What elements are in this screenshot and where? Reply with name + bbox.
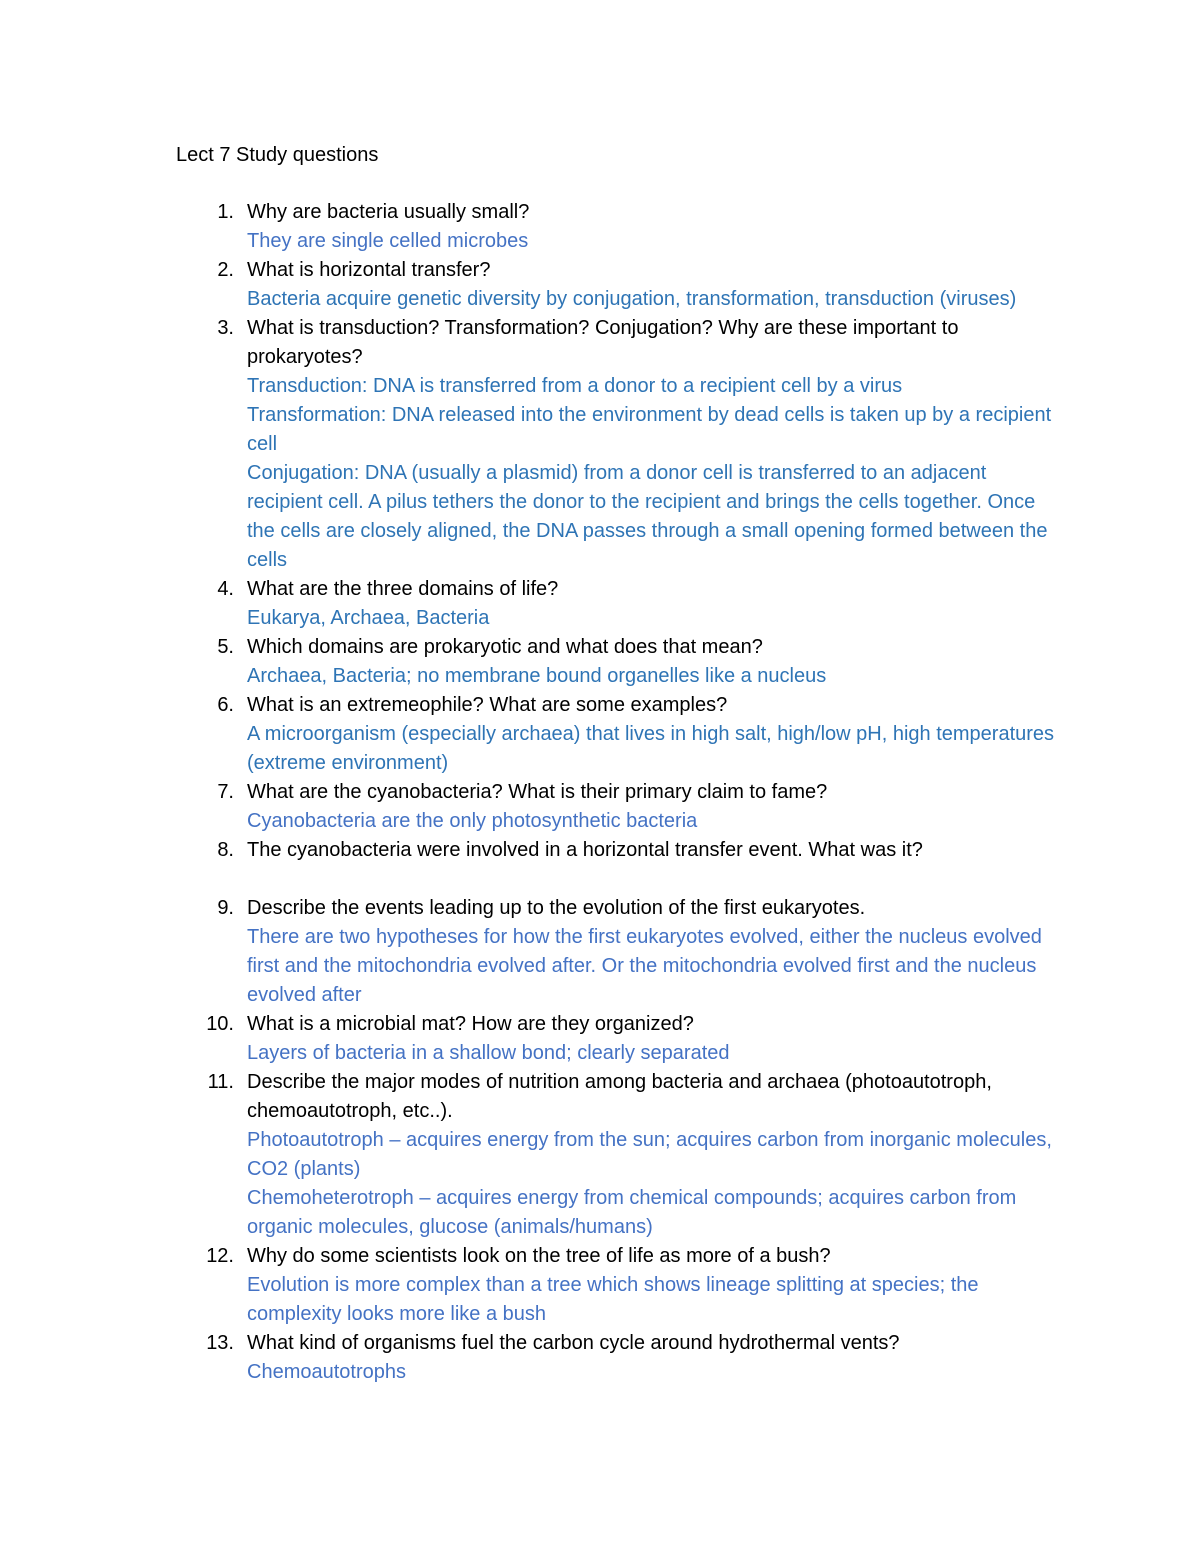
answer-text: Transduction: DNA is transferred from a donor to a recipient cell by a virus [247,375,903,397]
question-item [176,256,1056,314]
answer-text: There are two hypotheses for how the first eukaryotes evolved, either the nucleus evolved first and the mitochondria evolved after. Or the mitochondria evolved first and the nucleus evolved after [247,926,1042,1006]
question-item [176,836,1056,894]
answer-text: Chemoautotrophs [247,1361,406,1383]
question-number: 7. [217,781,234,803]
question-item [176,198,1056,256]
question-number: 6. [217,694,234,716]
question-item [176,1010,1056,1068]
question-text: What is an extremeophile? What are some examples? [247,694,728,716]
question-item [176,1068,1056,1242]
question-text: What is horizontal transfer? [247,259,491,281]
document-title: Lect 7 Study questions [176,144,379,166]
question-item [176,894,1056,1010]
answer-text: Cyanobacteria are the only photosynthetic bacteria [247,810,698,832]
blank-line [247,865,1056,894]
question-number: 9. [217,897,234,919]
question-text: What kind of organisms fuel the carbon cycle around hydrothermal vents? [247,1332,900,1354]
question-item [176,633,1056,691]
question-text: Describe the events leading up to the evolution of the first eukaryotes. [247,897,866,919]
question-number: 4. [217,578,234,600]
question-text: Why are bacteria usually small? [247,201,530,223]
answer-text: Conjugation: DNA (usually a plasmid) from a donor cell is transferred to an adjacent recipient cell. A pilus tethers the donor to the recipient and brings the cells together. Once the cells are closely aligned, the DNA passes through a small opening formed between the cells [247,462,1048,571]
question-text: What are the three domains of life? [247,578,559,600]
question-number: 11. [207,1071,234,1093]
answer-text: Chemoheterotroph – acquires energy from chemical compounds; acquires carbon from organic molecules, glucose (animals/humans) [247,1187,1017,1238]
question-text: What is transduction? Transformation? Conjugation? Why are these important to prokaryotes? [247,317,959,368]
question-list [176,198,1056,1387]
question-text: Describe the major modes of nutrition among bacteria and archaea (photoautotroph, chemoautotroph, etc..). [247,1071,992,1122]
answer-text: Photoautotroph – acquires energy from the sun; acquires carbon from inorganic molecules, CO2 (plants) [247,1129,1052,1180]
question-number: 8. [217,839,234,861]
answer-text: A microorganism (especially archaea) that lives in high salt, high/low pH, high temperatures (extreme environment) [247,723,1055,774]
question-item [176,1329,1056,1387]
question-number: 2. [217,259,234,281]
question-item [176,691,1056,778]
answer-text: Evolution is more complex than a tree which shows lineage splitting at species; the complexity looks more like a bush [247,1274,979,1325]
question-number: 1. [217,201,234,223]
question-number: 13. [206,1332,234,1354]
question-item [176,314,1056,575]
question-text: What is a microbial mat? How are they organized? [247,1013,694,1035]
answer-text: They are single celled microbes [247,230,529,252]
answer-text: Eukarya, Archaea, Bacteria [247,607,490,629]
question-item [176,778,1056,836]
answer-text: Transformation: DNA released into the environment by dead cells is taken up by a recipient cell [247,404,1052,455]
question-item [176,1242,1056,1329]
answer-text: Layers of bacteria in a shallow bond; clearly separated [247,1042,730,1064]
question-item [176,575,1056,633]
question-number: 5. [217,636,234,658]
question-text: Which domains are prokaryotic and what does that mean? [247,636,763,658]
question-number: 10. [206,1013,234,1035]
question-text: The cyanobacteria were involved in a horizontal transfer event. What was it? [247,839,923,861]
answer-text: Bacteria acquire genetic diversity by conjugation, transformation, transduction (viruses) [247,288,1017,310]
question-text: What are the cyanobacteria? What is their primary claim to fame? [247,781,828,803]
answer-text: Archaea, Bacteria; no membrane bound organelles like a nucleus [247,665,827,687]
question-text: Why do some scientists look on the tree of life as more of a bush? [247,1245,831,1267]
question-number: 12. [206,1245,234,1267]
question-number: 3. [217,317,234,339]
